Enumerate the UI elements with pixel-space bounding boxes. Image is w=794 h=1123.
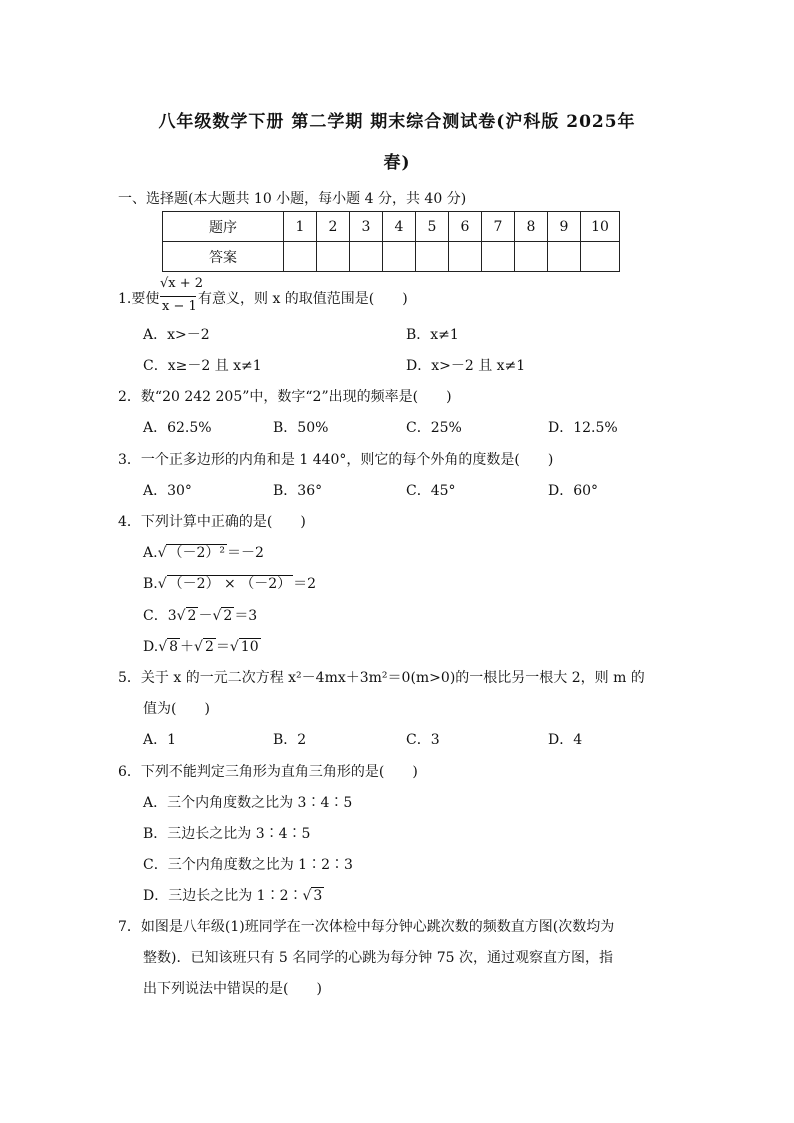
question-6-option-c: C．三个内角度数之比为 1∶2∶3 <box>143 857 353 873</box>
question-number-cell: 8 <box>515 212 548 242</box>
option-result: ＝2 <box>293 576 317 592</box>
question-number-cell: 3 <box>350 212 383 242</box>
fraction-denominator: x − 1 <box>162 299 197 314</box>
question-4-stem: 4．下列计算中正确的是( ) <box>118 514 306 530</box>
question-3-option-a: A．30° <box>143 483 192 499</box>
question-number-cell: 1 <box>284 212 317 242</box>
option-result: ＝3 <box>234 608 258 624</box>
answer-cell[interactable] <box>284 242 317 272</box>
page-title-continued: 春) <box>383 153 411 173</box>
radicand: 2 <box>187 608 197 624</box>
sqrt-icon: √ <box>157 545 167 561</box>
question-number-cell: 6 <box>449 212 482 242</box>
question-7-line-1: 7．如图是八年级(1)班同学在一次体检中每分钟心跳次数的频数直方图(次数均为 <box>118 919 615 935</box>
radicand: 2 <box>223 608 233 624</box>
question-2-option-c: C．25% <box>406 420 462 436</box>
sqrt-icon: √ <box>302 888 312 904</box>
answer-cell[interactable] <box>581 242 620 272</box>
option-label: C．3 <box>143 608 177 624</box>
section-heading: 一、选择题(本大题共 10 小题，每小题 4 分，共 40 分) <box>118 191 467 207</box>
sqrt-icon: √ <box>157 576 167 592</box>
question-number-cell: 5 <box>416 212 449 242</box>
operator: ＋ <box>180 639 195 655</box>
question-number-cell: 9 <box>548 212 581 242</box>
sqrt-icon: √ <box>158 639 168 655</box>
question-1-option-b: B．x≠1 <box>406 327 459 343</box>
question-number-cell: 7 <box>482 212 515 242</box>
table-row <box>163 242 620 272</box>
question-5-line-1: 5．关于 x 的一元二次方程 x²－4mx＋3m²＝0(m>0)的一根比另一根大 2，则 m 的 <box>118 670 645 686</box>
answer-cell[interactable] <box>383 242 416 272</box>
question-3-stem: 3．一个正多边形的内角和是 1 440°，则它的每个外角的度数是( ) <box>118 452 554 468</box>
question-1-option-c: C．x≥－2 且 x≠1 <box>143 358 262 374</box>
question-1-option-d: D．x>－2 且 x≠1 <box>406 358 526 374</box>
answer-cell[interactable] <box>548 242 581 272</box>
question-number-cell: 10 <box>581 212 620 242</box>
sqrt-icon: √ <box>176 608 186 624</box>
question-5-line-2: 值为( ) <box>143 701 210 717</box>
fraction-numerator: √x + 2 <box>160 276 204 291</box>
question-6-option-d <box>143 885 324 905</box>
question-number-cell: 4 <box>383 212 416 242</box>
sqrt-icon: √ <box>229 639 239 655</box>
question-6-option-b: B．三边长之比为 3∶4∶5 <box>143 826 311 842</box>
question-4-option-a <box>143 542 264 562</box>
question-2-option-d: D．12.5% <box>548 420 618 436</box>
question-1-option-a: A．x>－2 <box>143 327 210 343</box>
answer-cell[interactable] <box>317 242 350 272</box>
answer-cell[interactable] <box>482 242 515 272</box>
answer-table <box>162 211 620 272</box>
question-2-option-a: A．62.5% <box>143 420 212 436</box>
radicand: 2 <box>204 639 214 655</box>
operator: － <box>198 608 213 624</box>
answer-cell[interactable] <box>449 242 482 272</box>
radicand: （－2） × （－2） <box>168 576 292 592</box>
radicand: 8 <box>169 639 179 655</box>
option-result: ＝－2 <box>227 545 264 561</box>
question-1-suffix: 有意义，则 x 的取值范围是( ) <box>198 291 408 307</box>
question-4-option-c <box>143 605 257 625</box>
question-2-stem: 2．数“20 242 205”中，数字“2”出现的频率是( ) <box>118 389 452 405</box>
radicand: 3 <box>313 888 323 904</box>
answer-cell[interactable] <box>515 242 548 272</box>
question-number-cell: 2 <box>317 212 350 242</box>
table-header-cell: 题序 <box>163 212 284 242</box>
question-3-option-d: D．60° <box>548 483 599 499</box>
question-5-option-a: A．1 <box>143 732 177 748</box>
question-5-option-b: B．2 <box>273 732 307 748</box>
option-label: A. <box>143 545 158 561</box>
operator: ＝ <box>215 639 230 655</box>
question-5-option-d: D．4 <box>548 732 583 748</box>
table-header-cell: 答案 <box>163 242 284 272</box>
question-4-option-d <box>143 636 261 656</box>
sqrt-icon: √ <box>212 608 222 624</box>
answer-cell[interactable] <box>350 242 383 272</box>
option-label: D. <box>143 639 159 655</box>
option-label: B. <box>143 576 158 592</box>
question-1-prefix: 1.要使 <box>118 291 160 307</box>
question-4-option-b <box>143 573 316 593</box>
sqrt-icon: √ <box>194 639 203 655</box>
radicand: （－2）² <box>168 545 226 561</box>
question-7-line-3: 出下列说法中错误的是( ) <box>143 981 322 997</box>
page-title: 八年级数学下册 第二学期 期末综合测试卷(沪科版 2025年 <box>158 112 636 132</box>
fraction-bar <box>160 296 196 297</box>
question-7-line-2: 整数)．已知该班只有 5 名同学的心跳为每分钟 75 次，通过观察直方图，指 <box>143 950 613 966</box>
question-5-option-c: C．3 <box>406 732 440 748</box>
question-3-option-c: C．45° <box>406 483 456 499</box>
question-6-option-a: A．三个内角度数之比为 3∶4∶5 <box>143 795 353 811</box>
table-row <box>163 212 620 242</box>
option-text: D．三边长之比为 1∶2∶ <box>143 888 303 904</box>
radicand: 10 <box>240 639 259 655</box>
answer-cell[interactable] <box>416 242 449 272</box>
question-3-option-b: B．36° <box>273 483 323 499</box>
question-6-stem: 6．下列不能判定三角形为直角三角形的是( ) <box>118 764 418 780</box>
question-1-fraction <box>160 276 204 318</box>
question-2-option-b: B．50% <box>273 420 329 436</box>
